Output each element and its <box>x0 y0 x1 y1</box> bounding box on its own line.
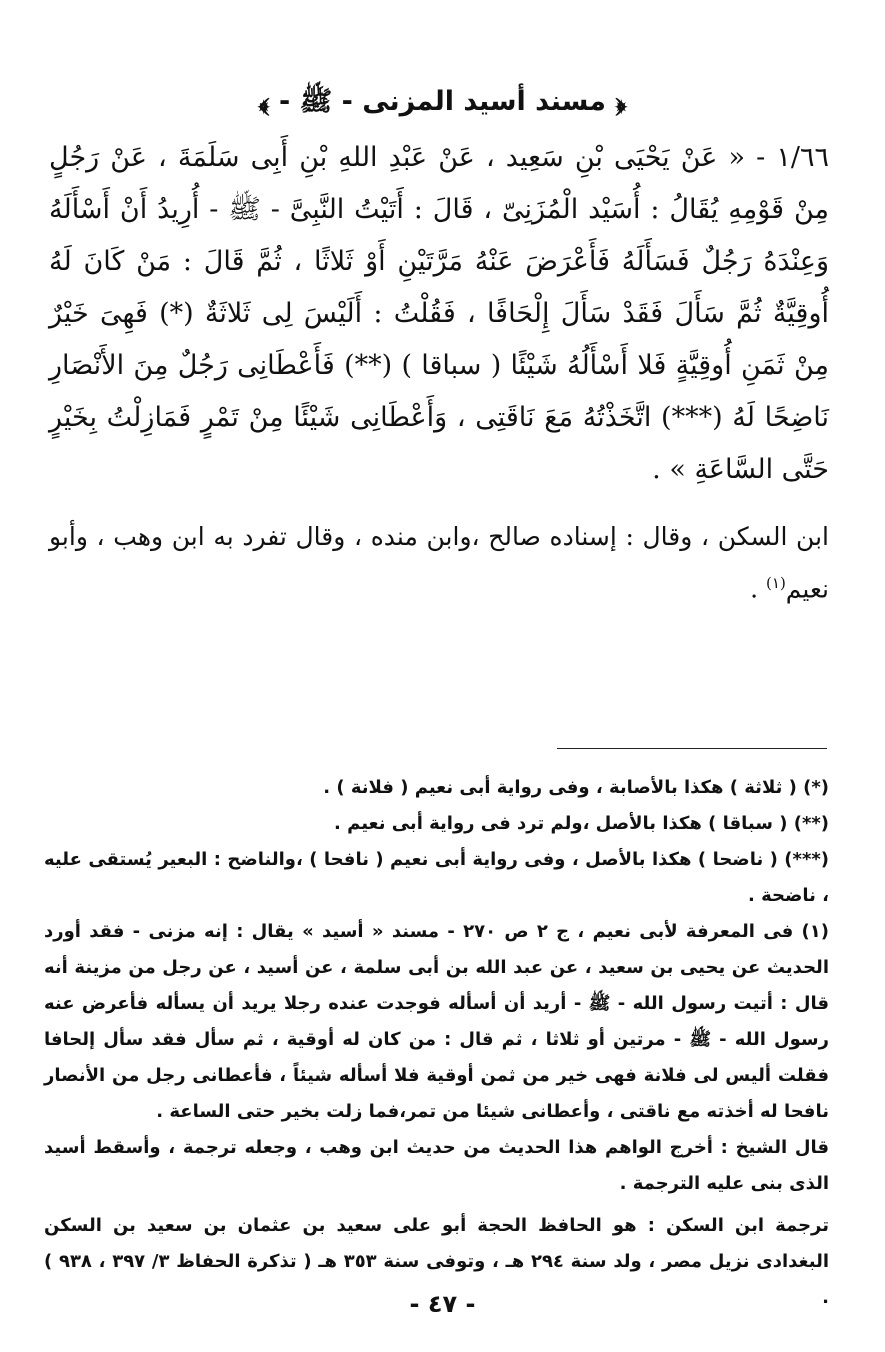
footnote-ref: (١) <box>766 574 786 592</box>
source-paragraph <box>49 514 829 612</box>
footnotes <box>44 770 829 1316</box>
hadith-number: ١/٦٦ - <box>756 142 829 173</box>
footnote-3: (***) ( ناضحا ) هكذا بالأصل ، وفى رواية أبى نعيم ( نافحا ) ،والناضح : البعير يُستقى عليه ، ناضحة . <box>44 849 829 906</box>
page-title: ﴿ مسند أسيد المزنى - ﷺ - ﴾ <box>258 86 627 117</box>
footnote-divider <box>557 748 827 749</box>
footnote-1: (*) ( ثلاثة ) هكذا بالأصابة ، وفى رواية أبى نعيم ( فلانة ) . <box>323 777 829 798</box>
source-text: ابن السكن ، وقال : إسناده صالح ،وابن منده ، وقال تفرد به ابن وهب ، وأبو نعيم <box>49 522 829 604</box>
footnote-biography: ترجمة ابن السكن : هو الحافظ الحجة أبو على سعيد بن عثمان بن سعيد بن السكن البغدادى نزيل مصر ، ولد سنة ٢٩٤ هـ ، وتوفى سنة ٣٥٣ هـ ( تذكرة الحفاظ ٣/ ٣٩٧ ، ٩٣٨ ) . <box>44 1215 829 1308</box>
footnote-sheikh: قال الشيخ : أخرج الواهم هذا الحديث من حديث ابن وهب ، وجعله ترجمة ، وأسقط أسيد الذى بنى عليه الترجمة . <box>44 1137 829 1194</box>
hadith-text: « عَنْ يَحْيَى بْنِ سَعِيد ، عَنْ عَبْدِ اللهِ بْنِ أَبِى سَلَمَةَ ، عَنْ رَجُلٍ مِنْ قَوْمِهِ يُقَالُ : أُسَيْد الْمُزَنِىّ ، قَالَ : أَتَيْتُ النَّبِىَّ - ﷺ - أُرِيدُ أَنْ أَسْأَلَهُ وَعِنْدَهُ رَجُلٌ فَسَأَلَهُ فَأَعْرَضَ عَنْهُ مَرَّتَيْنِ أَوْ ثَلاثًا ، ثُمَّ قَالَ : مَنْ كَانَ لَهُ أُوقِيَّةٌ ثُمَّ سَأَلَ فَقَدْ سَأَلَ إِلْحَافًا ، فَقُلْتُ : أَلَيْسَ لِى ثَلاثَةٌ (*) فَهِىَ خَيْرٌ مِنْ ثَمَنِ أُوقِيَّةٍ فَلا أَسْأَلُهُ شَيْئًا ( سباقا ) (**) فَأَعْطَانِى رَجُلٌ مِنَ الأَنْصَارِ نَاضِحًا لَهُ (***) اتَّخَذْتُهُ مَعَ نَاقَتِى ، وَأَعْطَانِى شَيْئًا مِنْ تَمْرٍ فَمَازِلْتُ بِخَيْرٍ حَتَّى السَّاعَةِ » . <box>49 142 829 485</box>
footnote-4: (١) فى المعرفة لأبى نعيم ، ج ٢ ص ٢٧٠ - مسند « أسيد » يقال : إنه مزنى - فقد أورد الحديث عن يحيى بن سعيد ، عن عبد الله بن أبى سلمة ، عن أسيد ، عن رجل من مزينة أنه قال : أتيت رسول الله - ﷺ - أريد أن أسأله فوجدت عنده رجلا يريد أن يسأله فأعرض عنه رسول الله - ﷺ - مرتين أو ثلاثا ، ثم قال : من كان له أوقية ، ثم سأل فقد سأل إلحافا فقلت أليس لى فلانة فهى خير من ثمن أوقية فلا أسأله شيئاً ، فأعطانى رجل من الأنصار نافحا له أخذته مع ناقتى ، وأعطانى شيئا من تمر،فما زلت بخير حتى الساعة . <box>44 921 830 1122</box>
main-text <box>49 132 829 612</box>
hadith-paragraph <box>49 132 829 496</box>
page-number: - ٤٧ - <box>409 1290 476 1318</box>
footnote-2: (**) ( سباقا ) هكذا بالأصل ،ولم ترد فى رواية أبى نعيم . <box>333 813 829 834</box>
source-end: . <box>750 574 767 604</box>
